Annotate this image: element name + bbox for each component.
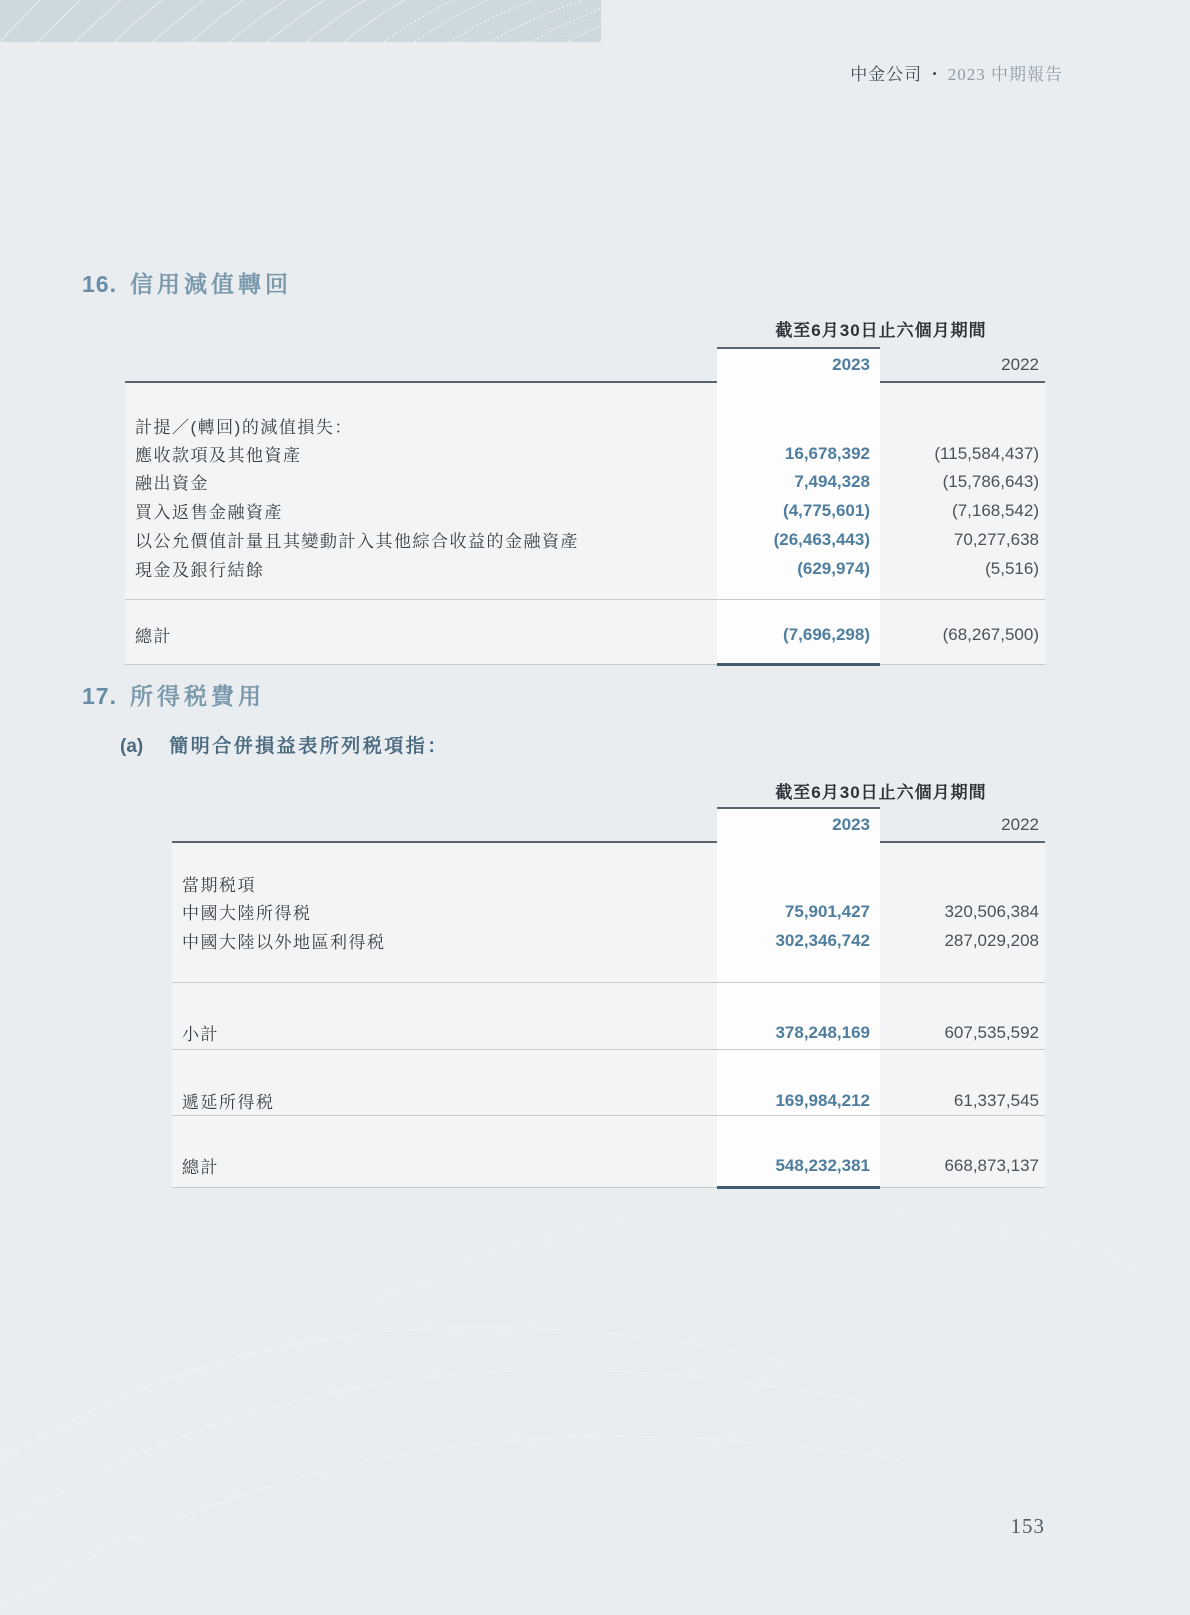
value-2022: (15,786,643): [942, 471, 1039, 491]
row-label: 中國大陸所得税: [182, 904, 312, 923]
table-row: [125, 525, 1045, 554]
table-row: [125, 496, 1045, 525]
year-header-row: [125, 352, 1045, 378]
decorative-banner: [0, 0, 601, 42]
value-2022: 320,506,384: [944, 901, 1039, 921]
section-17-heading: [82, 678, 265, 711]
value-2022: 287,029,208: [944, 930, 1039, 950]
row-label: 應收款項及其他資產: [135, 446, 302, 465]
table-bottom-rule: [172, 1187, 1045, 1188]
row-divider: [172, 1115, 1045, 1116]
row-label: 當期税項: [182, 876, 256, 895]
value-2022: 70,277,638: [953, 529, 1039, 549]
report-name: 2023 中期報告: [947, 65, 1063, 84]
value-2022: 61,337,545: [953, 1090, 1039, 1110]
table-bottom-rule: [125, 664, 1045, 665]
period-header: 截至6月30日止六個月期間: [775, 783, 987, 802]
year-2023-column-header: 2023: [832, 815, 870, 834]
header-rule: [125, 381, 1045, 383]
current-year-column-highlight: [717, 807, 880, 1189]
year-2023-column-header: 2023: [832, 355, 870, 374]
row-label: 總計: [182, 1158, 219, 1177]
value-2023: 7,494,328: [794, 471, 870, 491]
value-2023: (629,974): [797, 558, 870, 578]
table-row: [125, 411, 1045, 440]
value-2023: 378,248,169: [775, 1022, 870, 1042]
value-2023: (4,775,601): [783, 500, 870, 520]
period-header: 截至6月30日止六個月期間: [775, 321, 987, 340]
deferred-tax-row: [172, 1086, 1045, 1115]
subtotal-row: [172, 1018, 1045, 1047]
year-2022-column-header: 2022: [1001, 815, 1039, 834]
value-2022: (68,267,500): [942, 624, 1039, 644]
income-tax-table: [172, 768, 1045, 1194]
total-row: [125, 620, 1045, 649]
row-label: 以公允價值計量且其變動計入其他綜合收益的金融資產: [135, 532, 579, 551]
row-label: 計提／(轉回)的減值損失：: [135, 418, 353, 437]
company-name: 中金公司: [850, 65, 923, 84]
value-2023: 169,984,212: [775, 1090, 870, 1110]
table-row: [125, 467, 1045, 496]
credit-impairment-table: [125, 308, 1045, 670]
value-2023: 75,901,427: [784, 901, 870, 921]
header-rule: [172, 841, 1045, 843]
value-2022: 607,535,592: [944, 1022, 1039, 1042]
year-2022-column-header: 2022: [1001, 355, 1039, 374]
row-label: 總計: [135, 627, 172, 646]
value-2023: 548,232,381: [775, 1155, 870, 1175]
row-label: 買入返售金融資產: [135, 503, 283, 522]
row-divider: [172, 982, 1045, 983]
row-label: 融出資金: [135, 474, 209, 493]
row-divider: [172, 1049, 1045, 1050]
section-17-title: 所得税費用: [129, 683, 265, 709]
section-16-number: 16.: [82, 271, 117, 297]
value-2022: 668,873,137: [944, 1155, 1039, 1175]
row-label: 遞延所得税: [182, 1093, 275, 1112]
value-2023: (26,463,443): [773, 529, 870, 549]
section-17a-title: 簡明合併損益表所列税項指：: [169, 736, 449, 757]
page-number: 153: [1010, 1514, 1045, 1538]
table-row: [172, 926, 1045, 955]
value-2023: (7,696,298): [783, 624, 870, 644]
section-17a-heading: [120, 731, 449, 758]
value-2022: (115,584,437): [934, 443, 1039, 463]
table-row: [125, 554, 1045, 583]
row-label: 小計: [182, 1025, 219, 1044]
table-row: [125, 439, 1045, 468]
value-2022: (7,168,542): [952, 500, 1039, 520]
year-header-row: [172, 812, 1045, 838]
section-16-title: 信用減值轉回: [129, 271, 292, 297]
row-divider: [125, 599, 1045, 600]
value-2023: 302,346,742: [775, 930, 870, 950]
row-label: 中國大陸以外地區利得税: [182, 933, 386, 952]
table-row: [172, 897, 1045, 926]
section-16-heading: [82, 266, 292, 299]
section-17-number: 17.: [82, 683, 117, 709]
table-row: [172, 869, 1045, 898]
header-separator-dot: •: [932, 66, 938, 81]
value-2023: 16,678,392: [784, 443, 870, 463]
row-label: 現金及銀行結餘: [135, 561, 265, 580]
section-17a-label: (a): [120, 736, 144, 757]
value-2022: (5,516): [985, 558, 1039, 578]
document-header: [850, 60, 1063, 85]
total-row: [172, 1151, 1045, 1180]
